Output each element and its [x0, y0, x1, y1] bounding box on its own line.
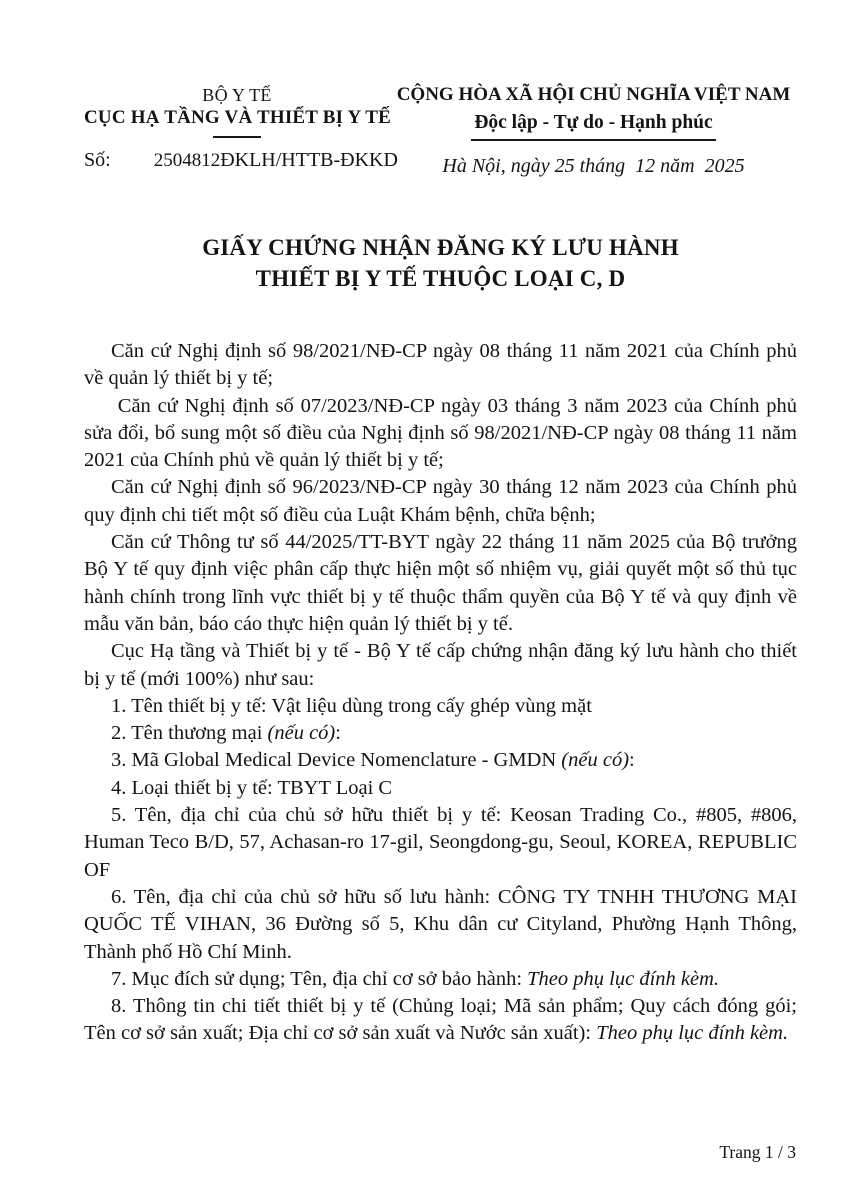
document-title [84, 232, 797, 294]
national-title: CỘNG HÒA XÃ HỘI CHỦ NGHĨA VIỆT NAM [396, 84, 791, 105]
document-body [84, 338, 797, 1048]
issuing-agency-name: CỤC HẠ TẦNG VÀ THIẾT BỊ Y TẾ [84, 107, 392, 128]
paragraph: Căn cứ Nghị định số 96/2023/NĐ-CP ngày 30 tháng 12 năm 2023 của Chính phủ quy định chi tiết một số điều của Luật Khám bệnh, chữa bệnh; [84, 476, 797, 526]
issuing-agency-block [84, 84, 398, 178]
paragraph: 6. Tên, địa chỉ của chủ sở hữu số lưu hành: CÔNG TY TNHH THƯƠNG MẠI QUỐC TẾ VIHAN, 36 Đường số 5, Khu dân cư Cityland, Phường Hạnh Thông, Thành phố Hồ Chí Minh. [84, 885, 797, 963]
national-motto: Độc lập - Tự do - Hạnh phúc [471, 110, 715, 141]
paragraph: 5. Tên, địa chỉ của chủ sở hữu thiết bị y tế: Keosan Trading Co., #805, #806, Human Teco B/D, 57, Achasan-ro 17-gil, Seongdong-gu, Seoul, KOREA, REPUBLIC OF [84, 804, 797, 881]
document-title-line1: GIẤY CHỨNG NHẬN ĐĂNG KÝ LƯU HÀNH [202, 235, 679, 260]
paragraph: 3. Mã Global Medical Device Nomenclature - GMDN (nếu có): [111, 749, 635, 772]
document-number-code: ĐKLH/HTTB-ĐKKD [220, 149, 398, 171]
paragraph: Căn cứ Thông tư số 44/2025/TT-BYT ngày 22 tháng 11 năm 2025 của Bộ trưởng Bộ Y tế quy định việc phân cấp thực hiện một số nhiệm vụ, giải quyết một số thủ tục hành chính trong lĩnh vực thiết bị y tế thuộc thẩm quyền của Bộ Y tế và quy định về mẫu văn bản, báo cáo thực hiện quản lý thiết bị y tế. [84, 531, 797, 635]
paragraph: Căn cứ Nghị định số 98/2021/NĐ-CP ngày 08 tháng 11 năm 2021 của Chính phủ về quản lý thiết bị y tế; [84, 340, 797, 390]
paragraph: Cục Hạ tầng và Thiết bị y tế - Bộ Y tế cấp chứng nhận đăng ký lưu hành cho thiết bị y tế (mới 100%) như sau: [84, 640, 797, 690]
national-header-block [390, 84, 797, 178]
place-and-date: Hà Nội, ngày 25 tháng 12 năm 2025 [442, 155, 745, 177]
national-motto-wrap [390, 110, 797, 141]
paragraph: 4. Loại thiết bị y tế: TBYT Loại C [111, 776, 393, 799]
document-content [84, 0, 797, 1048]
parent-agency-name: BỘ Y TẾ [202, 85, 272, 105]
paragraph: 1. Tên thiết bị y tế: Vật liệu dùng trong cấy ghép vùng mặt [111, 694, 592, 717]
paragraph: 2. Tên thương mại (nếu có): [111, 722, 341, 745]
paragraph: 7. Mục đích sử dụng; Tên, địa chỉ cơ sở bảo hành: Theo phụ lục đính kèm. [111, 967, 720, 990]
paragraph: 8. Thông tin chi tiết thiết bị y tế (Chủng loại; Mã sản phẩm; Quy cách đóng gói; Tên cơ sở sản xuất; Địa chỉ cơ sở sản xuất và Nước sản xuất): Theo phụ lục đính kèm. [84, 995, 797, 1045]
document-title-line2: THIẾT BỊ Y TẾ THUỘC LOẠI C, D [255, 266, 626, 291]
document-number-label: Số: [84, 149, 111, 171]
paragraph: Căn cứ Nghị định số 07/2023/NĐ-CP ngày 03 tháng 3 năm 2023 của Chính phủ sửa đổi, bổ sung một số điều của Nghị định số 98/2021/NĐ-CP ngày 08 tháng 11 năm 2021 của Chính phủ về quản lý thiết bị y tế; [84, 394, 797, 472]
page-number: Trang 1 / 3 [719, 1142, 796, 1162]
document-header [84, 84, 797, 178]
document-number-row [84, 148, 398, 173]
document-number-value: 2504812 [153, 150, 221, 171]
agency-divider-rule [213, 136, 261, 138]
